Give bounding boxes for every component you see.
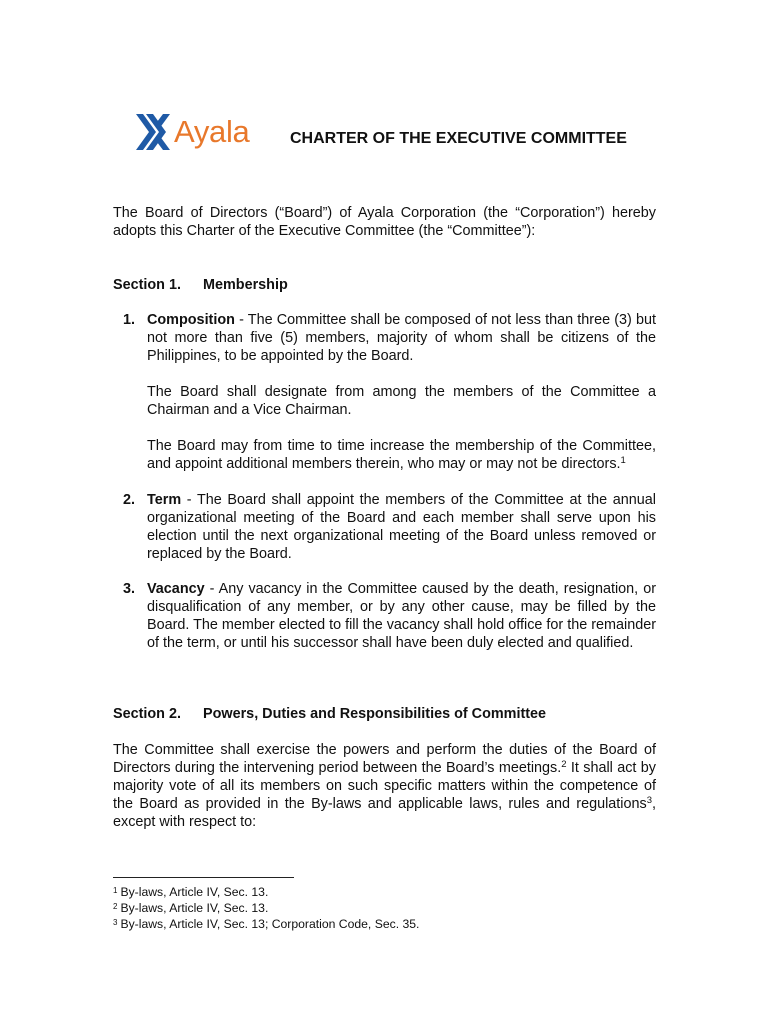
section-1-title: Membership — [203, 277, 288, 293]
list-item-text: - Any vacancy in the Committee caused by the death, resignation, or disqualification of any member, or by any other cause, may be filled by the Board. The member elected to fill the vacancy shall hold office for the remainder of the term, or until his successor shall have been duly elected and qualified. — [147, 581, 657, 651]
list-item-text: - The Committee shall be composed of not less than three (3) but not more than five (5) members, majority of whom shall be citizens of the Philippines, to be appointed by the Board. — [147, 312, 656, 364]
list-item-number: 2. — [123, 492, 136, 508]
section-1-number: Section 1. — [113, 277, 181, 293]
list-item-term: Term — [147, 492, 182, 508]
ayala-logo — [134, 112, 258, 152]
footnote-ref-3[interactable]: 3 — [646, 795, 652, 806]
footnote-3 — [113, 916, 419, 932]
logo-wordmark: Ayala — [174, 114, 250, 149]
list-item-vacancy — [113, 580, 656, 652]
footnote-ref-2[interactable]: 2 — [561, 759, 567, 770]
ayala-logo-mark-icon — [134, 112, 172, 152]
document-title: CHARTER OF THE EXECUTIVE COMMITTEE — [290, 130, 627, 147]
list-item-number: 3. — [123, 581, 136, 597]
footnote-text: By-laws, Article IV, Sec. 13. — [120, 885, 269, 899]
footnote-2 — [113, 900, 419, 916]
list-item-term: Composition — [147, 312, 235, 328]
list-item-composition — [113, 311, 656, 365]
footnote-number: 1 — [113, 886, 118, 895]
list-item-number: 1. — [123, 312, 136, 328]
section-2-paragraph — [113, 741, 656, 831]
footnote-text: By-laws, Article IV, Sec. 13; Corporation Code, Sec. 35. — [120, 917, 420, 931]
section-2-title: Powers, Duties and Responsibilities of Committee — [203, 706, 547, 722]
footnote-divider — [113, 877, 294, 878]
section-2-text-b: It shall act by majority vote of all its members on such specific matters within the competence of the Board as provided in the By-laws and applicable laws, rules and regulations — [113, 760, 656, 812]
composition-paragraph-3-text: The Board may from time to time increase the membership of the Committee, and appoint additional members therein, who may or may not be directors. — [147, 438, 656, 472]
footnote-1 — [113, 884, 419, 900]
section-2-number: Section 2. — [113, 706, 181, 722]
intro-paragraph: The Board of Directors (“Board”) of Ayala Corporation (the “Corporation”) hereby adopts this Charter of the Executive Committee (the “Committee”): — [113, 205, 656, 239]
footnote-number: 3 — [113, 918, 118, 927]
composition-paragraph-3 — [147, 437, 656, 473]
list-item-term — [113, 491, 656, 563]
section-2-text-a: The Committee shall exercise the powers and perform the duties of the Board of Directors during the intervening period between the Board’s meetings. — [113, 742, 656, 776]
section-2-heading — [113, 705, 546, 723]
list-item-term: Vacancy — [147, 581, 205, 597]
footnotes — [113, 884, 419, 932]
section-2-text-c: , except with respect to: — [113, 796, 656, 830]
footnote-number: 2 — [113, 902, 118, 911]
section-1-heading — [113, 276, 288, 294]
composition-paragraph-2: The Board shall designate from among the members of the Committee a Chairman and a Vice Chairman. — [147, 384, 656, 418]
footnote-ref-1[interactable]: 1 — [620, 455, 626, 466]
footnote-text: By-laws, Article IV, Sec. 13. — [120, 901, 269, 915]
list-item-text: - The Board shall appoint the members of the Committee at the annual organizational meeting of the Board and each member shall serve upon his election until the next organizational meeting of the Board unless removed or replaced by the Board. — [147, 492, 656, 562]
